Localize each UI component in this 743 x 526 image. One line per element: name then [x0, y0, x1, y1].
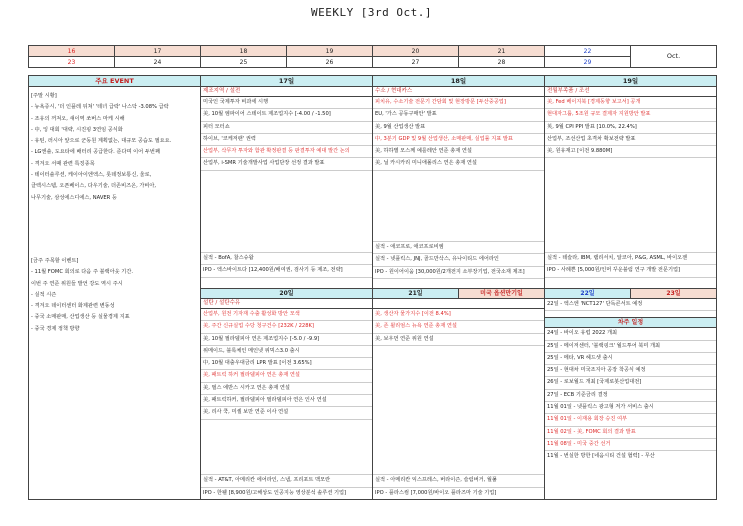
day-header-21-date: 21일 [373, 289, 459, 298]
agenda-item: 中, 10월 대출우대금리 LPR 발표 [이전 3.65%] [201, 358, 372, 370]
agenda-item: 美, 9월 산업생산 발표 [373, 122, 544, 134]
agenda-item: 산업부, i-SMR 기술개발사업 사업단장 선정 결과 발표 [201, 158, 372, 170]
agenda-item: 위메이드, 블록체인 메인넷 위믹스3.0 출시 [201, 346, 372, 358]
day-header-22: 22일 [545, 289, 631, 298]
column-18-21 [373, 76, 545, 499]
agenda-item: 美, 닐 카시카리 미니애폴리스 연은 총재 연설 [373, 158, 544, 170]
schedule-grid [28, 75, 717, 500]
day-header-18: 18일 [373, 76, 544, 87]
agenda-item: 실적 - AT&T, 아메리칸 에어라인, 스냅, 프리포트 맥모란 [201, 474, 372, 487]
day-theme-18: 수소 / 현대카스 [373, 87, 544, 97]
agenda-item: 美, Fed 베이지북 [경제동향 보고서] 공개 [545, 97, 716, 109]
day-theme-21 [373, 299, 544, 309]
agenda-item: 美, 하하별 모스께 예를레안 연준 총재 연설 [373, 146, 544, 158]
column-19-next [545, 76, 716, 499]
cal-day: 26 [287, 57, 373, 68]
agenda-item: 25일 - 메이저센터, '블랙핑크' 월드투어 북미 개최 [545, 341, 716, 353]
next-week-header: 차주 일정 [545, 317, 716, 328]
cal-day: 22 [545, 46, 631, 57]
agenda-item: 美, 존 윌리엄스 뉴욕 연준 총재 연설 [373, 321, 544, 333]
event-line: - 유틴, 러시아 앞으로 군동원 계획없는, 대규모 공습도 필요요. [31, 138, 172, 145]
day-header-17: 17일 [201, 76, 372, 87]
cal-day: 17 [115, 46, 201, 57]
event-line: - 테이터솔루션, 케이아이엔엑스, 롯데정보통신, 울로, [31, 172, 152, 179]
cal-day: 21 [459, 46, 545, 57]
agenda-item: 11월 01일 - 넷플릭스 광고형 저가 서비스 출시 [545, 402, 716, 414]
week-line: 이번 주 연준 위원들 발언 강도 역시 주시 [31, 280, 123, 287]
page-title: WEEKLY [3rd Oct.] [310, 6, 433, 19]
week-line: - 중국 경제 정책 방향 [31, 325, 80, 332]
agenda-item: 11월 02일 - 美, FOMC 회의 결과 발표 [545, 427, 716, 439]
day-theme-20: 설탄 / 설탄수유 [201, 299, 372, 309]
day-header-22-23 [545, 288, 716, 299]
week-heading: [금주 주목할 이벤트] [31, 257, 79, 264]
agenda-item: 11월 08일 - 미국 중간 선거 [545, 439, 716, 451]
day-header-21 [373, 288, 544, 299]
option-expiry-label: 미국 옵션만기일 [459, 289, 544, 298]
week-line: - 11월 FOMC 회의로 다음 주 블랙아웃 기간. [31, 269, 133, 276]
agenda-item: 산업부, 원전 기자재 수출 활성화 방안 모색 [201, 309, 372, 321]
agenda-item: 11월 - 번실한 방한 [네옴시티 건설 협력] - 무산 [547, 453, 655, 460]
event-line: 클렉시스템, 오픈베이스, 다우기술, 더존비즈온, 가비아, [31, 183, 157, 190]
agenda-item: 美, 10월 필라델피아 연은 제조업지수 [-5.0 / -9.9] [201, 334, 372, 346]
agenda-item: 11월 01일 - 이재용 회장 승진 여부 [545, 414, 716, 426]
agenda-item: 24일 - 바이오 유럽 2022 개최 [545, 328, 716, 340]
agenda-item: 英, 9월 CPI PPI 발표 [10.0%, 22.4%] [545, 122, 716, 134]
cal-day: 23 [29, 57, 115, 68]
event-line: 나무기술, 삼성에스디에스, NAVER 등 [31, 194, 117, 201]
agenda-item: 피터 모터쇼 [201, 122, 372, 134]
agenda-item: 25일 - 현대차 미국조지아 공장 착공식 예정 [545, 365, 716, 377]
agenda-item: 27일 - ECB 기준금리 결정 [545, 390, 716, 402]
agenda-item: 실적 - 넷플릭스, JNJ, 골드만삭스, 유나이티드 에어라인 [373, 254, 544, 266]
agenda-item: 美, 리사 쿡, 미셸 보만 연준 이사 연설 [201, 407, 372, 419]
column-17-20 [201, 76, 373, 499]
week-line: - 실적 시즌 [31, 291, 57, 298]
agenda-item: 美, 패트릭 하커 필라델피아 연은 총재 연설 [201, 370, 372, 382]
day-header-19: 19일 [545, 76, 716, 87]
event-line: - 뉴욕증시, '더 인플레 뒤쳐' '테녀 급락' 나스닥 -3.08% 급락 [31, 104, 169, 111]
cal-day: 16 [29, 46, 115, 57]
agenda-item: IPO - 원이어이움 [30,000원/2개전지 소부장기업, 전국소재 제조] [373, 267, 544, 279]
agenda-item: IPO - 한웰 [8,900원/고해상도 인공지능 영상분석 솔루션 기업] [203, 489, 347, 496]
cal-day: 28 [459, 57, 545, 68]
day-header-23: 23일 [631, 289, 716, 298]
events-header: 주요 EVENT [29, 76, 200, 87]
agenda-item: IPO - 사례쁜 [5,000원/인머 꾸운블럼 연구 개발 전문기업] [545, 265, 716, 277]
event-line: [주말 시황] [31, 93, 57, 99]
cal-day: 24 [115, 57, 201, 68]
day-header-20: 20일 [201, 288, 372, 299]
agenda-item: 美, 생산자 물가지수 [이전 8.4%] [373, 309, 544, 321]
agenda-item: 25일 - 메타, VR 헤드셋 출시 [545, 353, 716, 365]
week-line: - 중국 소매판매, 산업생산 등 실물경제 지표 [31, 314, 130, 321]
agenda-item: 실적 - BofA, 찰스슈왑 [201, 252, 372, 265]
cal-day: 20 [373, 46, 459, 57]
cal-day: 19 [287, 46, 373, 57]
agenda-item: 산업부, 삭무자 투자와 함관 확정판결 등 판결투자 예대 발간 논의 [201, 146, 372, 158]
agenda-item: 中, 3분기 GDP 및 9월 산업생산, 소매판매, 실업률 지표 발표 [373, 134, 544, 146]
cal-day: 27 [373, 57, 459, 68]
cal-month: Oct. [631, 46, 717, 68]
agenda-item: 22일 - 엑스엔 'NCT127' 단독콘서트 예정 [545, 299, 716, 311]
agenda-item: 하이브, '코케저팬' 권력 [201, 134, 372, 146]
agenda-item: 피치유, 수소기술 전문기 간담회 및 현장방문 [두산중공업] [373, 97, 544, 109]
day-theme-17: 제조지역 / 설전 [201, 87, 372, 97]
agenda-item: IPO - 엑스바이트다 [12,400원/배여권, 검사기 등 제조, 전략] [201, 265, 372, 277]
agenda-item: 실적 - 테슬라, IBM, 램리서치, 알코아, P&G, ASML, 바이오젠 [545, 252, 716, 265]
agenda-item: 美, 원유재고 [이전 9.880M] [545, 146, 716, 158]
event-line: - 조유의 꺼져오, 섀이역 쏘버스 마케 시해 [31, 115, 125, 122]
agenda-item: 美, 패트릭하커, 필라델피아 필라델피아 연은 인사 연설 [201, 395, 372, 407]
agenda-item: 현대자그룹, 5조원 규모 결제자 지원방안 발표 [545, 109, 716, 121]
agenda-item: 美, 보우먼 연준 위원 연설 [373, 334, 544, 346]
cal-day: 25 [201, 57, 287, 68]
cal-day: 29 [545, 57, 631, 68]
agenda-item: IPO - 플라스컴 [7,000원/바이오 플라즈마 기술 기업] [375, 489, 497, 496]
week-line: - 격겨오 데이터센터 화제관련 변동성 [31, 303, 115, 310]
events-column [29, 76, 201, 499]
agenda-item: 실적 - 아메리칸 익스프레스, 버라이즌, 슬럼버거, 월풀 [373, 474, 544, 487]
cal-day: 18 [201, 46, 287, 57]
agenda-item: 실적 - 애코프로, 애코프로비엠 [373, 241, 544, 254]
event-line: - 中, 잉 대회 '대략, 시진핑 3연임 공식화 [31, 126, 123, 133]
agenda-item: 美, 10월 엠파이어 스테이트 제조업지수 [-4.00 / -1.50] [201, 109, 372, 121]
day-theme-19: 전월부족품 / 조선 [545, 87, 716, 97]
agenda-item: 미국인 국제투자 비과세 시행 [201, 97, 372, 109]
agenda-item: 산업부, 조선산업 초격차 확보전략 발표 [545, 134, 716, 146]
event-line: - LG앤솔, 도요타에 배터리 공급한다. 준다며 이어 두번째 [31, 149, 160, 156]
agenda-item: EU, '가스 공동구매안' 발표 [373, 109, 544, 121]
agenda-item: 26일 - 로보월드 개최 [국제로봇산업대전] [545, 377, 716, 389]
event-line: - 격겨오 서때 관련 특징종목 [31, 160, 95, 167]
agenda-item: 美, 필스 에반스 시카고 연은 총재 연설 [201, 383, 372, 395]
calendar-strip [28, 45, 717, 68]
agenda-item: 美, 주간 신규실업 수당 청구건수 [232K / 228K] [201, 321, 372, 333]
